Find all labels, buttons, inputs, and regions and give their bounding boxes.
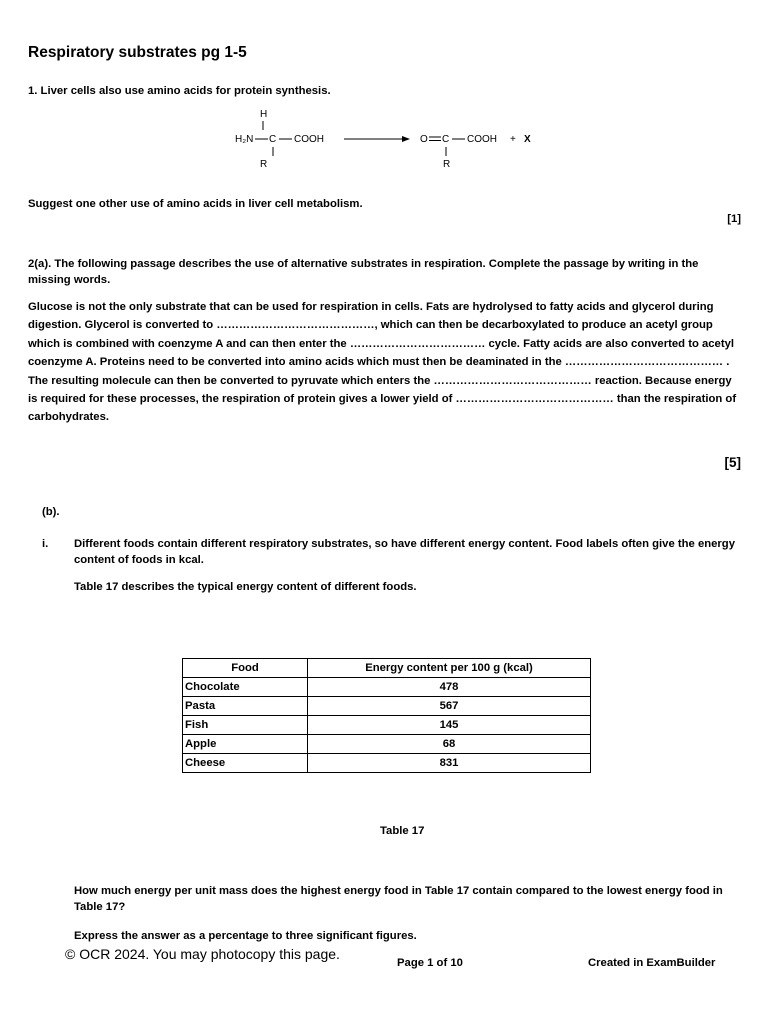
table-cell-food: Apple <box>183 735 308 754</box>
question-2a-marks: [5] <box>724 455 741 470</box>
table-row <box>183 716 591 735</box>
passage-part-3: cycle. Fatty acids are also converted to acetyl coenzyme A. Proteins need to be converted into amino acids which must then be deaminated in the <box>28 337 735 369</box>
table-row <box>183 678 591 697</box>
table-caption: Table 17 <box>380 825 425 837</box>
question-2b-i-label: i. <box>42 538 49 550</box>
question-2b-i-text: Different foods contain different respiratory substrates, so have different energy content. Food labels often give the energy content of foods in kcal. <box>74 538 735 566</box>
answer-blank-2[interactable]: ……………………………… <box>349 337 486 350</box>
diagram-plus: + <box>510 134 516 145</box>
table-cell-energy: 831 <box>308 754 591 773</box>
table-header-food: Food <box>183 659 308 678</box>
table-row <box>183 735 591 754</box>
passage-part-6: than the respiration of carbohydrates. <box>28 393 737 424</box>
question-2a-passage <box>28 298 744 427</box>
table-cell-food: Pasta <box>183 697 308 716</box>
energy-content-table <box>182 658 591 773</box>
diagram-left-amine: H₂N <box>235 134 254 145</box>
amino-acid-deamination-diagram <box>222 104 552 170</box>
diagram-x: X <box>524 134 531 145</box>
table-header-row <box>183 659 591 678</box>
table-cell-food: Fish <box>183 716 308 735</box>
reaction-arrow-icon <box>402 136 410 142</box>
passage-part-2: , which can then be decarboxylated to produce an acetyl group which is combined with coenzyme A and can then enter the <box>28 319 713 350</box>
passage-part-5: reaction. Because energy is required for these processes, the respiration of protein gives a lower yield of <box>28 374 732 406</box>
diagram-left-c: C <box>269 134 277 145</box>
diagram-left-r: R <box>260 159 268 170</box>
diagram-right-cooh: COOH <box>467 134 497 145</box>
diagram-left-cooh: COOH <box>294 134 324 145</box>
footer-created-in: Created in ExamBuilder <box>588 957 716 969</box>
answer-blank-5[interactable]: …………………………………… <box>455 393 614 406</box>
diagram-left-h: H <box>260 109 268 120</box>
diagram-right-o: O <box>420 134 428 145</box>
page-title: Respiratory substrates pg 1-5 <box>28 44 247 61</box>
question-2b-label: (b). <box>42 506 60 518</box>
question-2b-i-prompt: How much energy per unit mass does the highest energy food in Table 17 contain compared to the lowest energy food in Table 17? <box>74 885 723 913</box>
table-row <box>183 697 591 716</box>
footer-copyright: © OCR 2024. You may photocopy this page. <box>65 946 340 962</box>
table-header-energy: Energy content per 100 g (kcal) <box>308 659 591 678</box>
table-cell-food: Cheese <box>183 754 308 773</box>
answer-blank-1[interactable]: …………………………………… <box>216 319 375 332</box>
question-1-marks: [1] <box>727 213 741 225</box>
table-cell-energy: 68 <box>308 735 591 754</box>
table-cell-food: Chocolate <box>183 678 308 697</box>
table-cell-energy: 478 <box>308 678 591 697</box>
question-2b-i-instruction: Express the answer as a percentage to three significant figures. <box>74 930 417 942</box>
table-row <box>183 754 591 773</box>
footer-page-number: Page 1 of 10 <box>397 957 463 969</box>
question-1-text: 1. Liver cells also use amino acids for protein synthesis. <box>28 85 331 97</box>
passage-part-4: . The resulting molecule can then be converted to pyruvate which enters the <box>28 356 730 387</box>
answer-blank-3[interactable]: …………………………………… <box>564 356 724 369</box>
diagram-right-c: C <box>442 134 450 145</box>
answer-blank-4[interactable]: …………………………………… <box>433 374 592 387</box>
table-cell-energy: 567 <box>308 697 591 716</box>
table-intro: Table 17 describes the typical energy content of different foods. <box>74 581 417 593</box>
passage-part-1: Glucose is not the only substrate that can be used for respiration in cells. Fats are hydrolysed to fatty acids and glycerol during digestion. Glycerol is converted to <box>28 301 714 332</box>
table-cell-energy: 145 <box>308 716 591 735</box>
question-1-prompt: Suggest one other use of amino acids in liver cell metabolism. <box>28 198 363 210</box>
question-2a-heading: 2(a). The following passage describes the use of alternative substrates in respiration. Complete the passage by writing in the missing words. <box>28 258 699 286</box>
diagram-right-r: R <box>443 159 451 170</box>
